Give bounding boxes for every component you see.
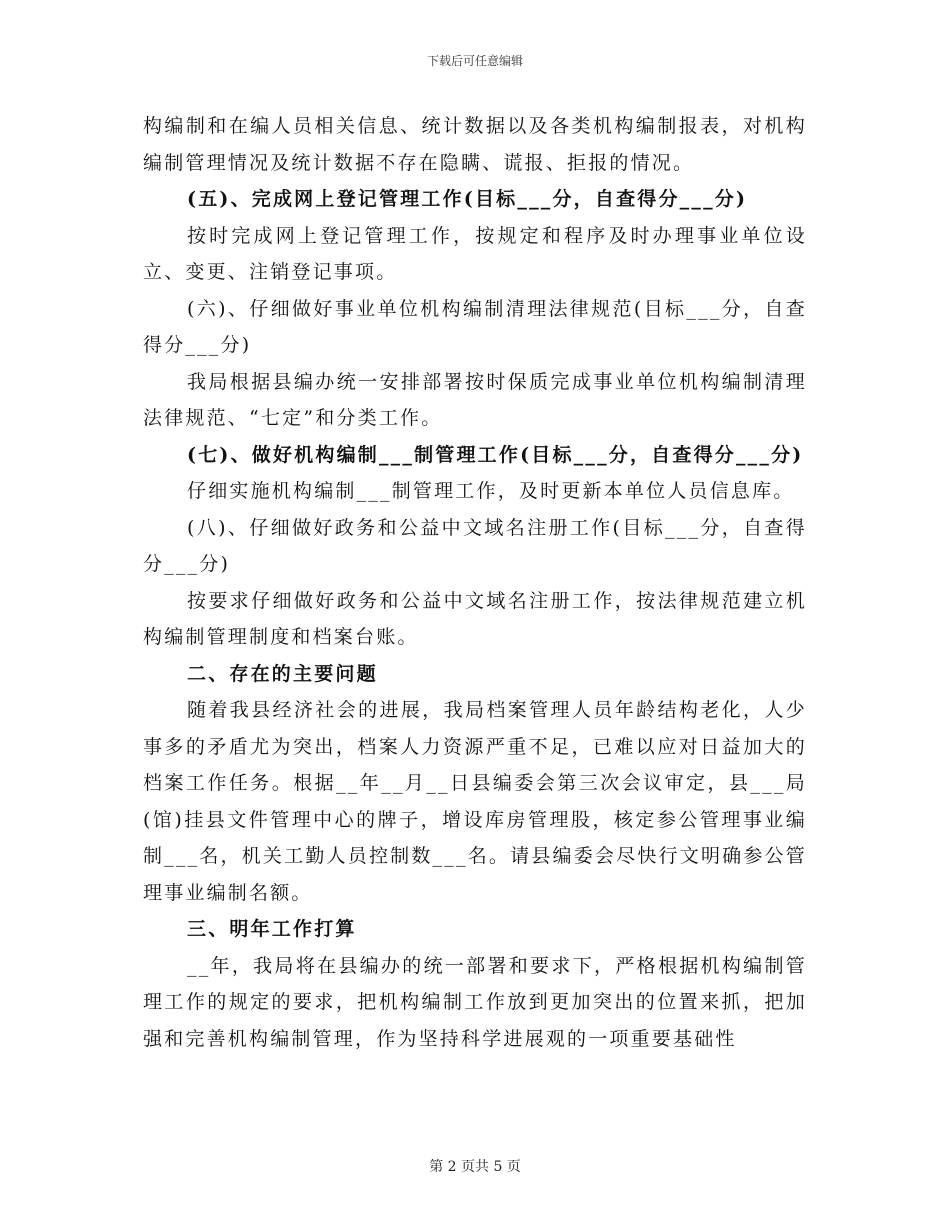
paragraph-next-year-plan: __年，我局将在县编办的统一部署和要求下，严格根据机构编制管理工作的规定的要求，把机构编制工作放到更加突出的位置来抓，把加强和完善机构编制管理，作为坚持科学进展观的一项重要基础性 <box>143 954 807 1050</box>
paragraph-intro-continuation: 构编制和在编人员相关信息、统计数据以及各类机构编制报表，对机构编制管理情况及统计数据不存在隐瞒、谎报、拒报的情况。 <box>143 115 807 174</box>
heading-section-7: (七)、做好机构编制___制管理工作(目标___分，自查得分___分) <box>187 443 804 466</box>
paragraph-section-8: 按要求仔细做好政务和公益中文域名注册工作，按法律规范建立机构编制管理制度和档案台账。 <box>143 589 807 648</box>
paragraph-main-problems: 随着我县经济社会的进展，我局档案管理人员年龄结构老化，人少事多的矛盾尤为突出，档案人力资源严重不足，已难以应对日益加大的档案工作任务。根据__年__月__日县编委会第三次会议审定，县___局(馆)挂县文件管理中心的牌子，增设库房管理股，核定参公管理事业编制___名，机关工勤人员控制数___名。请县编委会尽快行文明确参公管理事业编制名额。 <box>143 699 807 904</box>
paragraph-section-6: 我局根据县编办统一安排部署按时保质完成事业单位机构编制清理法律规范、“七定”和分类工作。 <box>143 370 807 429</box>
document-body <box>143 108 807 1057</box>
paragraph-section-7: 仔细实施机构编制___制管理工作，及时更新本单位人员信息库。 <box>187 480 795 502</box>
heading-section-6: (六)、仔细做好事业单位机构编制清理法律规范(目标___分，自查得分___分) <box>143 297 807 356</box>
heading-main-problems: 二、存在的主要问题 <box>187 662 378 685</box>
page-footer: 第 2 页共 5 页 <box>429 1159 521 1175</box>
heading-section-5: (五)、完成网上登记管理工作(目标___分，自查得分___分) <box>187 188 748 210</box>
heading-next-year-plan: 三、明年工作打算 <box>187 918 357 940</box>
page-header: 下载后可任意编辑 <box>426 54 523 68</box>
heading-section-8: (八)、仔细做好政务和公益中文域名注册工作(目标___分，自查得分___分) <box>143 516 807 575</box>
paragraph-section-5: 按时完成网上登记管理工作，按规定和程序及时办理事业单位设立、变更、注销登记事项。 <box>143 224 807 283</box>
